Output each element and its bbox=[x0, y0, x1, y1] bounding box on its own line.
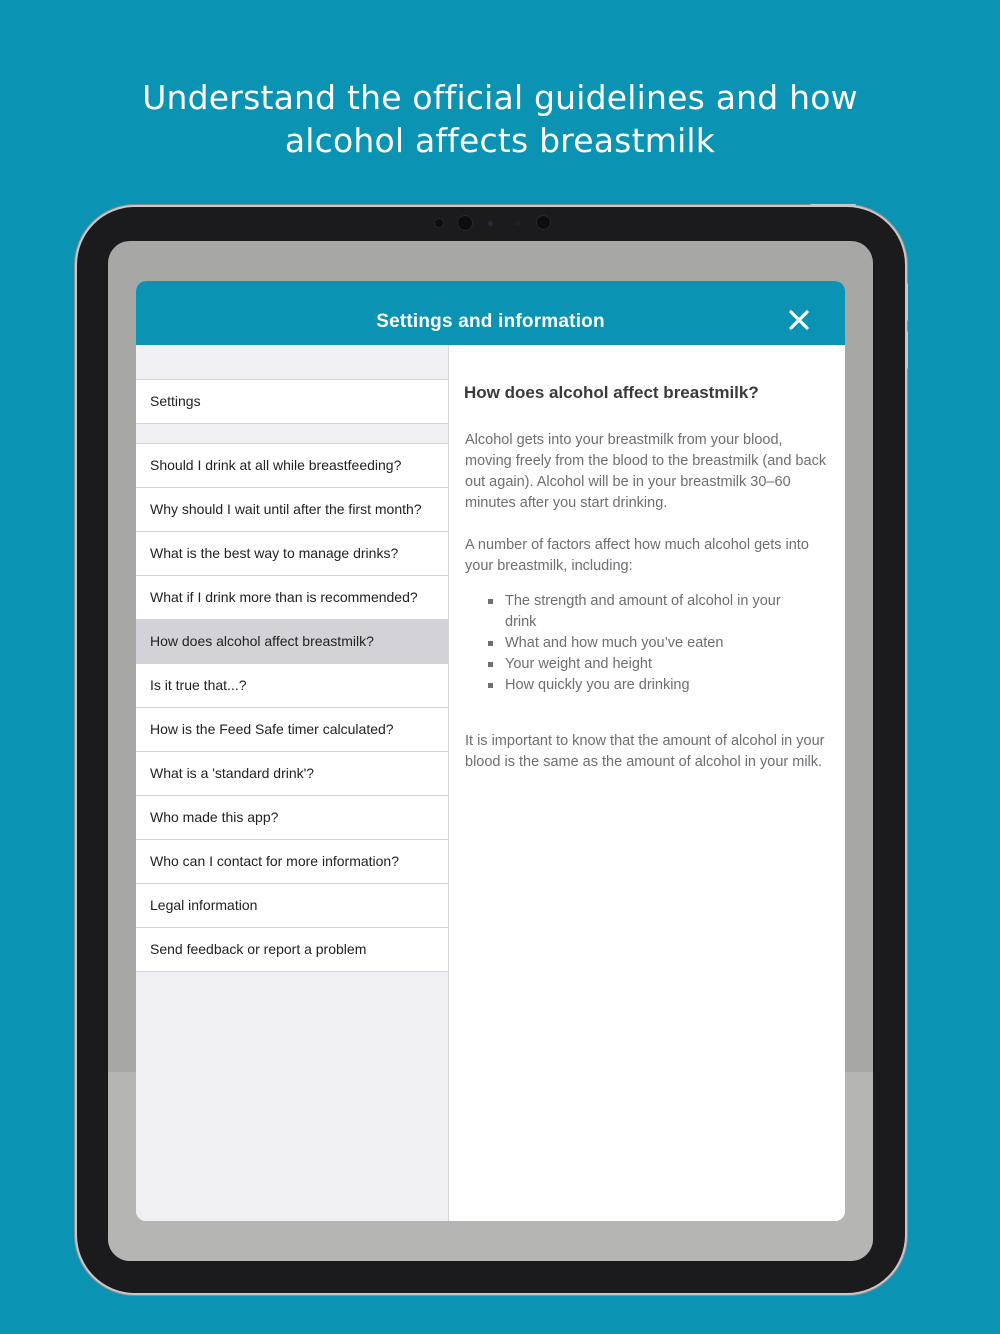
bullet-square-icon bbox=[488, 599, 493, 604]
promo-headline-line-1: Understand the official guidelines and how bbox=[142, 78, 858, 117]
promo-headline-line-2: alcohol affects breastmilk bbox=[284, 121, 716, 160]
sidebar-item-settings[interactable]: Settings bbox=[136, 379, 448, 424]
detail-content bbox=[449, 345, 845, 1221]
factor-item bbox=[465, 654, 805, 675]
factor-item bbox=[465, 633, 805, 654]
top-button bbox=[810, 204, 856, 207]
content-paragraph-3: It is important to know that the amount of alcohol in your blood is the same as the amount of alcohol in your milk. bbox=[465, 733, 825, 770]
sidebar bbox=[136, 345, 449, 1221]
sidebar-item-timer-calculated[interactable]: How is the Feed Safe timer calculated? bbox=[136, 707, 448, 751]
sidebar-settings-group bbox=[136, 379, 448, 424]
sidebar-item-who-made-app[interactable]: Who made this app? bbox=[136, 795, 448, 839]
close-icon bbox=[788, 309, 810, 331]
sidebar-item-alcohol-breastmilk[interactable]: How does alcohol affect breastmilk? bbox=[136, 619, 448, 663]
tablet-device-frame bbox=[77, 207, 905, 1293]
front-camera-icon bbox=[457, 215, 473, 231]
bullet-square-icon bbox=[488, 641, 493, 646]
sidebar-item-standard-drink[interactable]: What is a 'standard drink'? bbox=[136, 751, 448, 795]
settings-modal bbox=[136, 281, 845, 1221]
factor-text: How quickly you are drinking bbox=[505, 677, 690, 693]
factor-text: What and how much you’ve eaten bbox=[505, 635, 724, 651]
sensor-dot bbox=[516, 222, 519, 225]
sidebar-item-feedback[interactable]: Send feedback or report a problem bbox=[136, 927, 448, 972]
tablet-screen bbox=[108, 241, 873, 1261]
content-heading: How does alcohol affect breastmilk? bbox=[464, 383, 759, 402]
factor-text: The strength and amount of alcohol in your drink bbox=[505, 593, 781, 630]
sidebar-item-manage-drinks[interactable]: What is the best way to manage drinks? bbox=[136, 531, 448, 575]
sidebar-info-group bbox=[136, 443, 448, 972]
content-paragraph-2: A number of factors affect how much alcohol gets into your breastmilk, including: bbox=[465, 537, 809, 574]
sidebar-item-legal[interactable]: Legal information bbox=[136, 883, 448, 927]
sidebar-item-drink-more[interactable]: What if I drink more than is recommended? bbox=[136, 575, 448, 619]
factor-item bbox=[465, 675, 805, 696]
sidebar-item-is-it-true[interactable]: Is it true that...? bbox=[136, 663, 448, 707]
sidebar-item-why-wait[interactable]: Why should I wait until after the first month? bbox=[136, 487, 448, 531]
volume-up-button bbox=[905, 283, 908, 321]
close-button[interactable] bbox=[788, 309, 816, 337]
modal-title: Settings and information bbox=[376, 311, 605, 332]
sidebar-item-should-i-drink[interactable]: Should I drink at all while breastfeeding? bbox=[136, 443, 448, 487]
promo-headline bbox=[0, 76, 1000, 162]
factor-item bbox=[465, 591, 805, 633]
factor-text: Your weight and height bbox=[505, 656, 652, 672]
factors-list bbox=[465, 591, 805, 696]
sensor-dot bbox=[536, 215, 551, 230]
sidebar-item-contact[interactable]: Who can I contact for more information? bbox=[136, 839, 448, 883]
volume-down-button bbox=[905, 331, 908, 369]
bullet-square-icon bbox=[488, 662, 493, 667]
camera-indicator-dot bbox=[488, 221, 493, 226]
bullet-square-icon bbox=[488, 683, 493, 688]
modal-header bbox=[136, 281, 845, 345]
content-paragraph-1: Alcohol gets into your breastmilk from your blood, moving freely from the blood to the breastmilk (and back out again). Alcohol will be in your breastmilk 30–60 minutes after you start drinking. bbox=[465, 432, 827, 511]
sensor-dot bbox=[434, 218, 444, 228]
